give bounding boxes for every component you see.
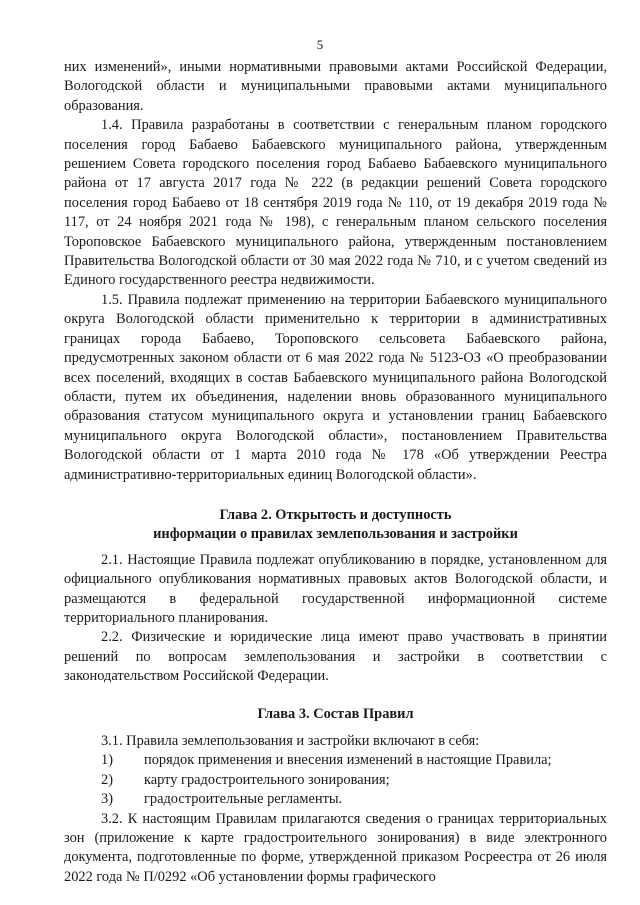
list-item-number: 2) bbox=[101, 771, 113, 788]
list-item bbox=[64, 771, 607, 790]
list-item bbox=[64, 790, 607, 809]
chapter-2-title-line-1: Глава 2. Открытость и доступность bbox=[219, 506, 452, 523]
paragraph-2-1: 2.1. Настоящие Правила подлежат опубликованию в порядке, установленном для официального опубликования нормативных правовых актов Вологодской области, и размещаются в федеральной государственной информационной системе территориального планирования. bbox=[64, 551, 607, 626]
chapter-3-title: Глава 3. Состав Правил bbox=[257, 705, 414, 722]
paragraph-1-4: 1.4. Правила разработаны в соответствии с генеральным планом городского поселения город Бабаево Бабаевского муниципального района, утвержденным решением Совета городского поселения город Бабаево Бабаевского муниципального района от 17 августа 2017 года № 222 (в редакции решений Совета городского поселения город Бабаево от 18 сентября 2019 года № 110, от 19 декабря 2019 года № 117, от 24 ноября 2021 года № 198), с генеральным планом сельского поселения Тороповское Бабаевского муниципального района, утвержденным постановлением Правительства Вологодской области от 30 мая 2022 года № 710, и с учетом сведений из Единого государственного реестра недвижимости. bbox=[64, 117, 607, 289]
list-item-text: градостроительные регламенты. bbox=[144, 791, 343, 808]
chapter-2-title-line-2: информации о правилах землепользования и застройки bbox=[153, 526, 518, 543]
page-number: 5 bbox=[316, 37, 324, 52]
chapter-3-heading bbox=[64, 705, 607, 724]
paragraph-1-5: 1.5. Правила подлежат применению на территории Бабаевского муниципального округа Вологодской области применительно к территории в административных границах города Бабаево, Тороповского сельсовета Бабаевского района, предусмотренных законом области от 6 мая 2022 года № 5123-ОЗ «О преобразовании всех поселений, входящих в состав Бабаевского муниципального района Вологодской области, путем их объединения, наделении вновь образованного муниципального образования статусом муниципального округа и установлении границ Бабаевского муниципального округа Вологодской области», постановлением Правительства Вологодской области от 1 марта 2010 года № 178 «Об утверждении Реестра административно-территориальных единиц Вологодской области». bbox=[64, 291, 607, 483]
paragraph-3-1: 3.1. Правила землепользования и застройки включают в себя: bbox=[101, 733, 480, 749]
list-item-number: 3) bbox=[101, 791, 113, 808]
paragraph-continuation: них изменений», иными нормативными правовыми актами Российской Федерации, Вологодской области и муниципальными правовыми актами муниципального образования. bbox=[64, 59, 607, 114]
paragraph-3-2: 3.2. К настоящим Правилам прилагаются сведения о границах территориальных зон (приложение к карте градостроительного зонирования) в виде электронного документа, подготовленные по форме, утвержденной приказом Росреестра от 26 июля 2022 года № П/0292 «Об установлении формы графического bbox=[64, 810, 607, 885]
document-body bbox=[64, 58, 607, 887]
paragraph-2-2: 2.2. Физические и юридические лица имеют право участвовать в принятии решений по вопросам землепользования и застройки в соответствии с законодательством Российской Федерации. bbox=[64, 629, 607, 685]
list-item bbox=[64, 751, 607, 770]
list-item-text: порядок применения и внесения изменений в настоящие Правила; bbox=[144, 752, 552, 769]
list-item-number: 1) bbox=[101, 752, 113, 769]
list-item-text: карту градостроительного зонирования; bbox=[144, 771, 390, 788]
chapter-2-heading bbox=[64, 506, 607, 545]
